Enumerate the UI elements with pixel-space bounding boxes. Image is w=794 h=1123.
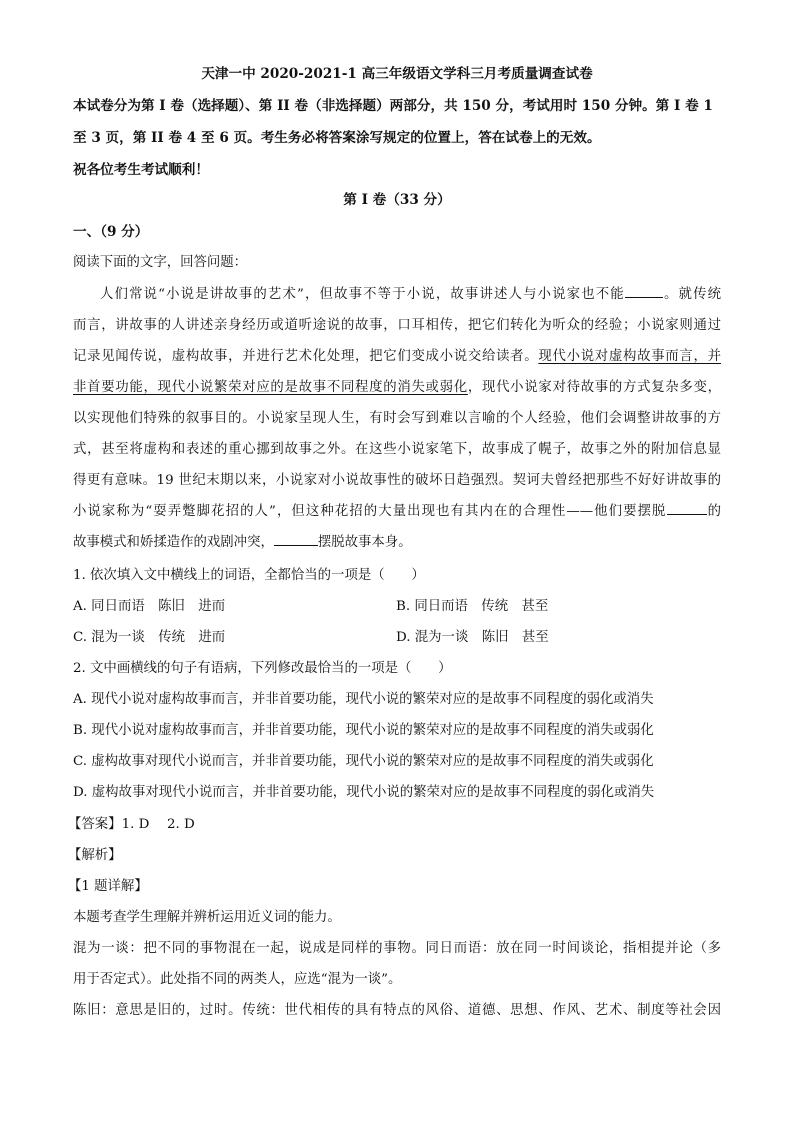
underlined-sentence: 非首要功能，现代小说繁荣对应的是故事不同程度的消失或弱化: [73, 380, 468, 395]
q2-option-a: A. 现代小说对虚构故事而言，并非首要功能，现代小说的繁荣对应的是故事不同程度的弱化或消失: [73, 692, 654, 707]
intro-line-2: 至 3 页，第 II 卷 4 至 6 页。考生务必将答案涂写规定的位置上，答在试卷上的无效。: [73, 130, 601, 146]
passage-line-5: 以实现他们特殊的叙事目的。小说家呈现人生，有时会写到难以言喻的个人经验，他们会调整讲故事的方: [73, 411, 721, 426]
answer-line: [68, 813, 195, 837]
wish-line: 祝各位考生考试顺利！: [73, 162, 209, 178]
passage-text: 的: [706, 504, 721, 519]
q1-option-a: A. 同日而语 陈旧 进而: [73, 599, 226, 614]
explanation-line-1: 本题考查学生理解并辨析运用近义词的能力。: [73, 910, 341, 925]
passage-text: 摆脱故事本身。: [317, 535, 412, 550]
question-2-stem: 2. 文中画横线的句子有语病，下列修改最恰当的一项是（ ）: [73, 661, 452, 676]
passage-text: 记录见闻传说，虚构故事，并进行艺术化处理，把它们变成小说交给读者。: [73, 349, 539, 364]
fill-blank-2: [667, 500, 707, 515]
passage-text: 小说家称为“耍弄蹩脚花招的人”，但这种花招的大量出现也有其内在的合理性——他们要摆脱: [73, 504, 667, 519]
passage-text: 故事模式和娇揉造作的戏剧冲突，: [73, 535, 274, 550]
exam-title: 天津一中 2020-2021-1 高三年级语文学科三月考质量调查试卷: [201, 66, 593, 82]
passage-line-4: [73, 376, 721, 400]
question-1-stem: 1. 依次填入文中横线上的词语，全都恰当的一项是（ ）: [73, 568, 425, 583]
passage-line-2: 而言，讲故事的人讲述亲身经历或道听途说的故事，口耳相传，把它们转化为听众的经验；小说家则通过: [73, 318, 721, 333]
underlined-sentence: 现代小说对虚构故事而言，并: [538, 349, 722, 364]
q2-option-d: D. 虚构故事对现代小说而言，并非首要功能，现代小说的繁荣对应的是故事不同程度的弱化或消失: [73, 785, 655, 800]
passage-text: ，现代小说家对待故事的方式复杂多变，: [467, 380, 722, 395]
passage-line-8: [73, 500, 721, 524]
q2-option-c: C. 虚构故事对现代小说而言，并非首要功能，现代小说的繁荣对应的是故事不同程度的消失或弱化: [73, 754, 654, 769]
answer-text: 1. D 2. D: [121, 817, 195, 832]
fill-blank-1: [625, 283, 663, 298]
q1-option-b: B. 同日而语 传统 甚至: [396, 599, 549, 614]
q2-option-b: B. 现代小说对虚构故事而言，并非首要功能，现代小说的繁荣对应的是故事不同程度的消失或弱化: [73, 723, 654, 738]
reading-instruction: 阅读下面的文字，回答问题：: [73, 255, 248, 270]
passage-line-6: 式，甚至将虚构和表述的重心挪到故事之外。在这些小说家笔下，故事成了幌子，故事之外的附加信息显: [73, 442, 721, 457]
passage-line-1: [100, 283, 721, 307]
part-heading: 一、（9 分）: [73, 224, 149, 240]
detail-tag: 【1 题详解】: [68, 879, 148, 894]
q1-option-d: D. 混为一谈 陈旧 甚至: [396, 630, 549, 645]
fill-blank-3: [274, 531, 318, 546]
explanation-line-2: 混为一谈：把不同的事物混在一起，说成是同样的事物。同日而语：放在同一时间谈论，指相提并论（多: [73, 941, 721, 956]
intro-line-1: 本试卷分为第 I 卷（选择题）、第 II 卷（非选择题）两部分，共 150 分，考试用时 150 分钟。第 I 卷 1: [73, 98, 713, 114]
passage-text: 。就传统: [662, 287, 721, 302]
explanation-line-3: 用于否定式）。此处指不同的两类人，应选“混为一谈”。: [73, 972, 402, 987]
volume-title: 第 I 卷（33 分）: [343, 192, 451, 208]
passage-line-9: [73, 531, 721, 555]
analysis-tag: 【解析】: [68, 848, 122, 863]
passage-text: 人们常说“小说是讲故事的艺术”，但故事不等于小说，故事讲述人与小说家也不能: [100, 287, 625, 302]
answer-tag: 【答案】: [68, 817, 122, 832]
passage-line-3: [73, 345, 721, 369]
explanation-line-4: 陈旧：意思是旧的，过时。传统：世代相传的具有特点的风俗、道德、思想、作风、艺术、制度等社会因: [73, 1003, 721, 1018]
q1-option-c: C. 混为一谈 传统 进而: [73, 630, 226, 645]
passage-line-7: 得更有意味。19 世纪末期以来，小说家对小说故事性的破坏日趋强烈。契诃夫曾经把那些不好好讲故事的: [73, 473, 721, 488]
